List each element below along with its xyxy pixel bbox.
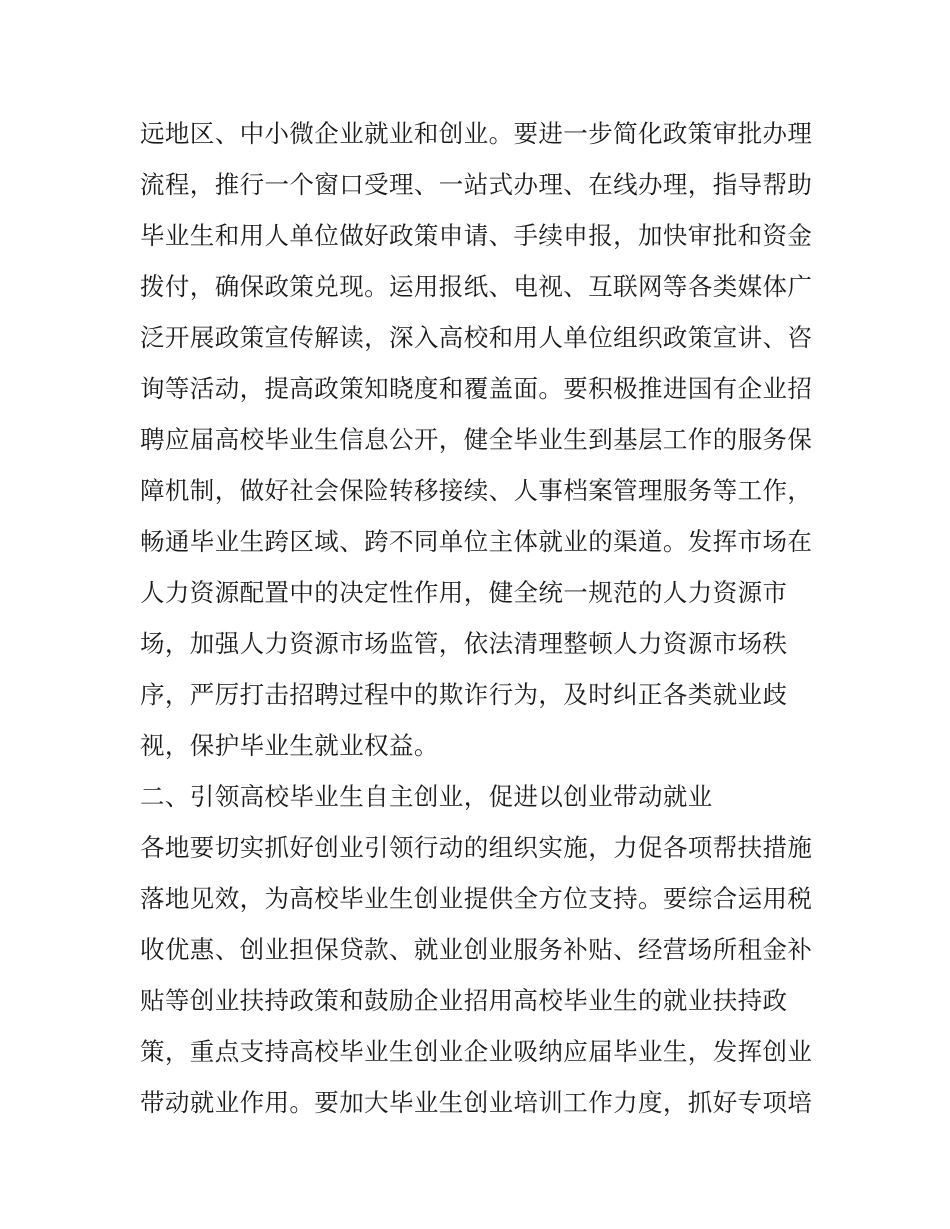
text-line: 视，保护毕业生就业权益。 [140,731,439,760]
text-line: 泛开展政策宣传解读，深入高校和用人单位组织政策宣讲、咨 [140,323,813,352]
text-line: 聘应届高校毕业生信息公开，健全毕业生到基层工作的服务保 [140,425,813,454]
text-line: 场，加强人力资源市场监管，依法清理整顿人力资源市场秩 [140,629,788,658]
text-line: 策，重点支持高校毕业生创业企业吸纳应届毕业生，发挥创业 [140,1037,813,1066]
text-line: 带动就业作用。要加大毕业生创业培训工作力度，抓好专项培 [140,1088,813,1117]
text-line: 毕业生和用人单位做好政策申请、手续申报，加快审批和资金 [140,221,813,250]
text-line: 序，严厉打击招聘过程中的欺诈行为，及时纠正各类就业歧 [140,680,788,709]
text-line: 收优惠、创业担保贷款、就业创业服务补贴、经营场所租金补 [140,935,813,964]
text-line: 远地区、中小微企业就业和创业。要进一步简化政策审批办理 [140,119,813,148]
text-line: 落地见效，为高校毕业生创业提供全方位支持。要综合运用税 [140,884,813,913]
body-text [140,108,820,1128]
text-line: 询等活动，提高政策知晓度和覆盖面。要积极推进国有企业招 [140,374,813,403]
text-line: 流程，推行一个窗口受理、一站式办理、在线办理，指导帮助 [140,170,813,199]
text-line: 各地要切实抓好创业引领行动的组织实施，力促各项帮扶措施 [140,833,813,862]
section-heading: 二、引领高校毕业生自主创业，促进以创业带动就业 [140,782,713,811]
text-line: 人力资源配置中的决定性作用，健全统一规范的人力资源市 [140,578,788,607]
text-line: 贴等创业扶持政策和鼓励企业招用高校毕业生的就业扶持政 [140,986,788,1015]
text-line: 拨付，确保政策兑现。运用报纸、电视、互联网等各类媒体广 [140,272,813,301]
text-line: 障机制，做好社会保险转移接续、人事档案管理服务等工作， [140,476,813,505]
text-line: 畅通毕业生跨区域、跨不同单位主体就业的渠道。发挥市场在 [140,527,813,556]
